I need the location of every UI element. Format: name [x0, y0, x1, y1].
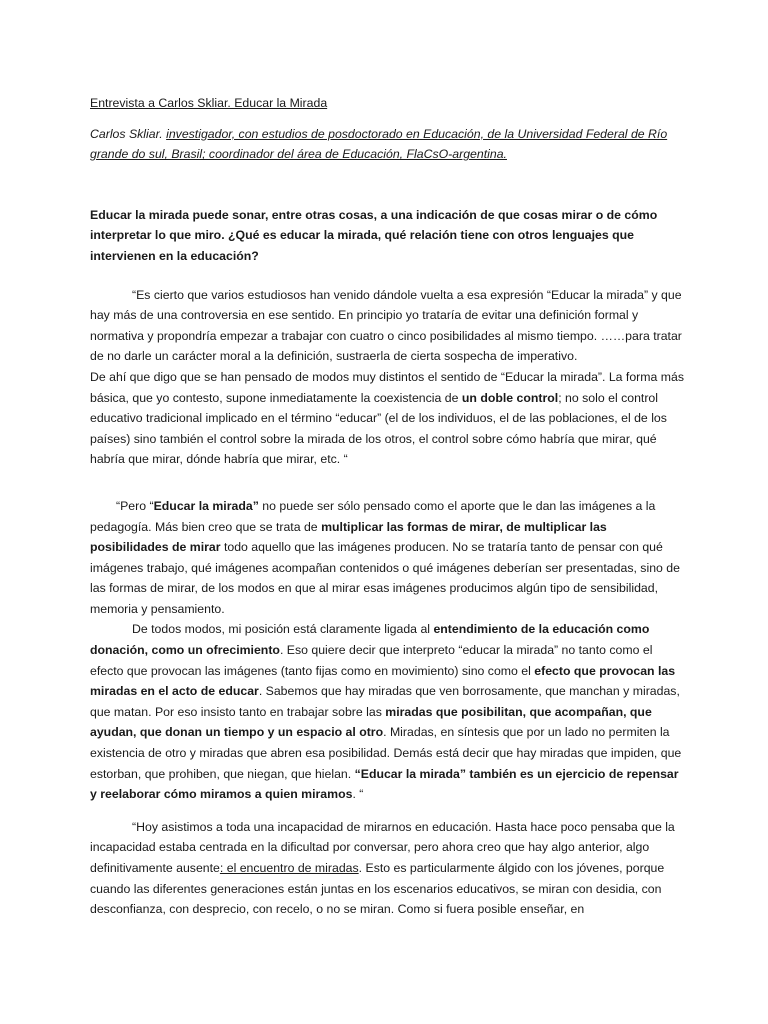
bold-run: “Educar la mirada” también es un ejercicio de repensar y reelaborar cómo miramos a quien miramos: [90, 766, 679, 802]
answer-block-1: [90, 285, 688, 470]
interview-question: Educar la mirada puede sonar, entre otras cosas, a una indicación de que cosas mirar o de cómo interpretar lo que miro. ¿Qué es educar la mirada, qué relación tiene con otros lenguajes que intervienen en la educación?: [90, 207, 658, 263]
answer-block-3: [90, 817, 688, 920]
author-line: [90, 124, 688, 165]
answer-1-paragraph-2: [90, 367, 688, 470]
text-run: De ahí que digo que se han pensado de modos muy distintos el sentido de “Educar la mirada”. La forma más básica, que yo contesto, supone inmediatamente la coexistencia de: [90, 369, 685, 405]
bold-run: un doble control: [461, 390, 559, 405]
underlined-run: : el encuentro de miradas: [219, 861, 359, 875]
text-run: no puede ser sólo pensado como el aporte que le dan las imágenes a la pedagogía. Más bien creo que se trata de: [90, 498, 656, 534]
text-run: . “: [352, 787, 364, 802]
page-title: Entrevista a Carlos Skliar. Educar la Mirada: [90, 96, 328, 110]
bold-run: multiplicar las formas de mirar, de multiplicar las posibilidades de mirar: [90, 519, 607, 555]
answer-2-paragraph: [90, 496, 688, 620]
text-run: . Sabemos que hay miradas que ven borrosamente, que manchan y miradas, que matan. Por eso insisto tanto en trabajar sobre las: [90, 684, 680, 719]
author-name: Carlos Skliar.: [90, 126, 163, 141]
bold-run: efecto que provocan las miradas en el acto de educar: [90, 663, 676, 699]
text-run: “Hoy asistimos a toda una incapacidad de mirarnos en educación. Hasta hace poco pensaba que la incapacidad estaba centrada en la dificultad por conversar, pero ahora creo que hay algo anterior, algo definitivamente ausente: [90, 819, 675, 875]
text-run: . Esto es particularmente álgido con los jóvenes, porque cuando las diferentes generaciones están juntas en los escenarios educativos, se miran con desidia, con desconfianza, con desprecio, con recelo, o no se miran. Como si fuera posible enseñar, en: [90, 861, 665, 917]
text-run: De todos modos, mi posición está claramente ligada al: [132, 622, 434, 637]
answer-1-paragraph-1: “Es cierto que varios estudiosos han venido dándole vuelta a esa expresión “Educar la mirada” y que hay más de una controversia en ese sentido. En principio yo trataría de evitar una definición formal y normativa y propondría empezar a trabajar con cuatro o cinco posibilidades al mismo tiempo. ……para tratar de no darle un carácter moral a la definición, sustraerla de cierta sospecha de imperativo.: [90, 287, 682, 364]
bold-run: Educar la mirada”: [153, 498, 259, 513]
answer-3-paragraph: [90, 619, 688, 804]
bold-run: miradas que posibilitan, que acompañan, que ayudan, que donan un tiempo y un espacio al otro: [90, 704, 652, 740]
author-description: investigador, con estudios de posdoctorado en Educación, de la Universidad Federal de Río grande do sul, Brasil; coordinador del área de Educación, FlaCsO-argentina.: [90, 126, 668, 162]
answer-block-2: [90, 496, 688, 805]
answer-4-paragraph: [90, 817, 688, 920]
bold-run: entendimiento de la educación como donación, como un ofrecimiento: [90, 622, 650, 658]
text-run: . Miradas, en síntesis que por un lado no permiten la existencia de otro y miradas que abren esa posibilidad. Demás está decir que hay miradas que impiden, que estorban, que prohiben, que niegan, que hielan.: [90, 725, 682, 781]
text-run: . Eso quiere decir que interpreto “educar la mirada” no tanto como el efecto que provocan las imágenes (tanto fijas como en movimiento) sino como el: [90, 643, 653, 678]
text-run: ; no solo el control educativo tradicional implicado en el término “educar” (el de los individuos, el de las poblaciones, el de los países) sino también el control sobre la mirada de los otros, el control sobre cómo habría que mirar, qué habría que mirar, dónde habría que mirar, etc. “: [90, 390, 667, 467]
text-run: “Pero “: [116, 498, 154, 513]
text-run: todo aquello que las imágenes producen. No se trataría tanto de pensar con qué imágenes trabajo, qué imágenes acompañan contenidos o qué imágenes deberían ser presentadas, sino de las formas de mirar, de los modos en que al mirar esas imágenes producimos algún tipo de sensibilidad, memoria y pensamiento.: [90, 540, 680, 616]
